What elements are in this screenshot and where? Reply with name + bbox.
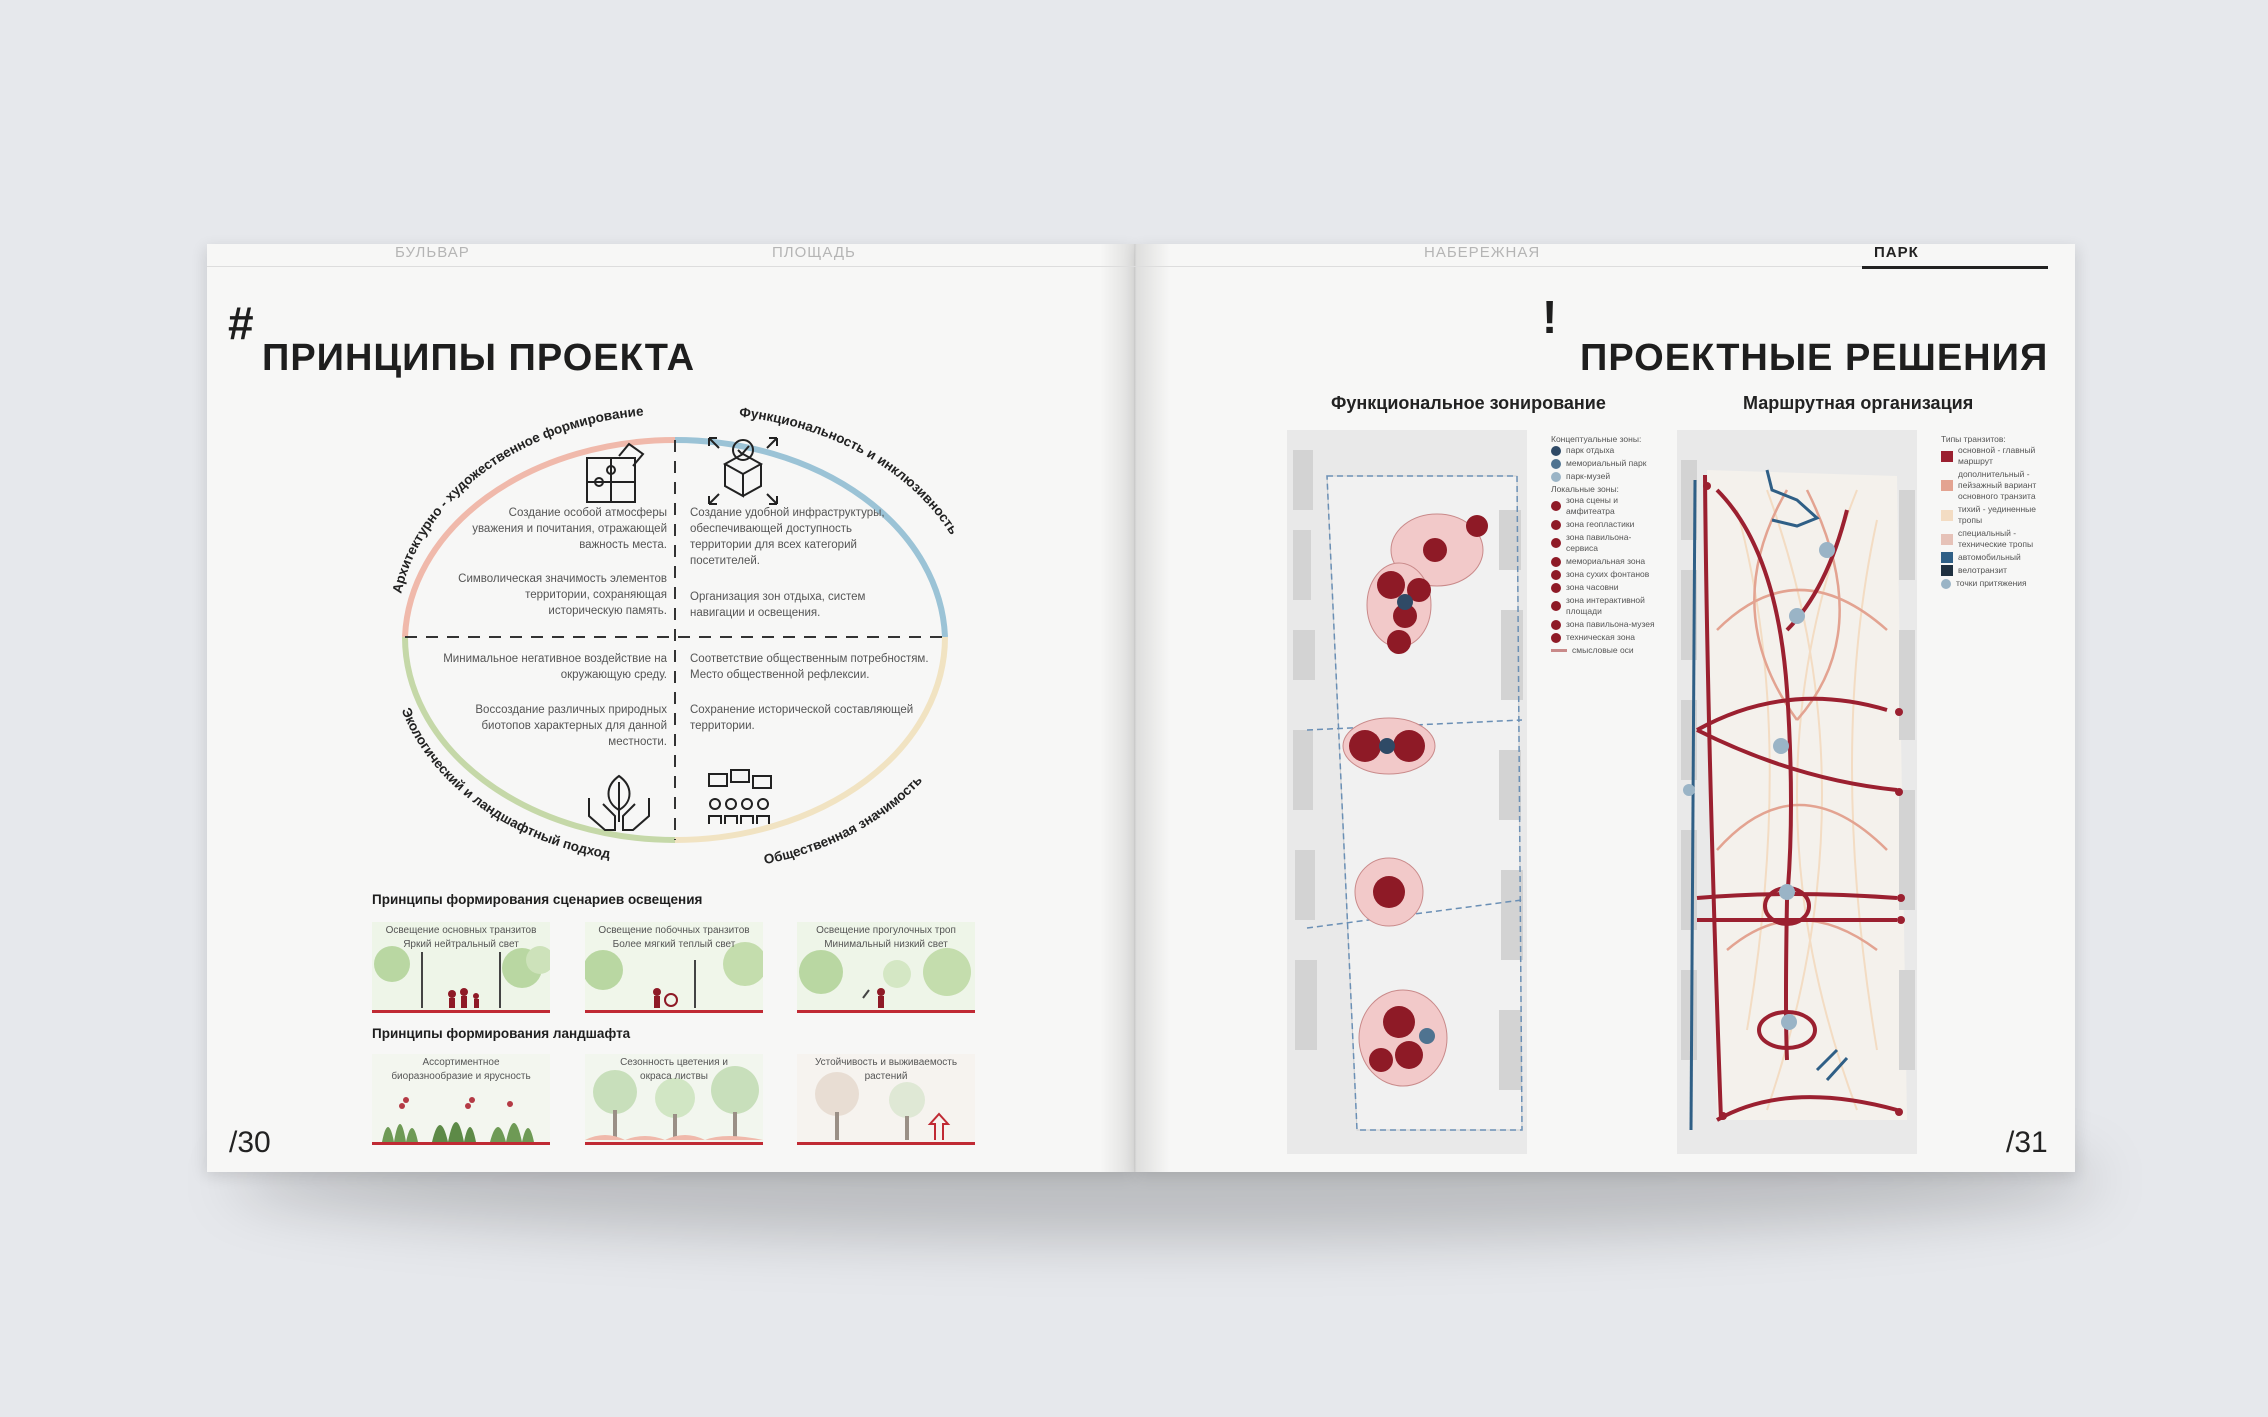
routes-title: Маршрутная организация	[1743, 393, 1974, 413]
quiet-route-label: тихий - уединенные тропы	[1958, 504, 2036, 525]
scene-icon	[1551, 501, 1561, 511]
attraction-point-swatch	[1941, 579, 1951, 589]
text-social-1: Соответствие общественным потребностям. Место общественной рефлексии.	[690, 653, 929, 681]
text-functionality-1: Создание удобной инфраструктуры, обеспечивающей доступность территории для всех категорий посетителей.	[690, 507, 885, 567]
transit-types-header: Типы транзитов:	[1941, 434, 2006, 444]
page-title-left: ПРИНЦИПЫ ПРОЕКТА	[262, 337, 696, 379]
car-route-label: автомобильный	[1958, 552, 2021, 562]
fountain-icon	[1551, 570, 1561, 580]
landscape-tile-biodiversity	[372, 1054, 550, 1145]
arc-label-architecture: Архитектурно - художественное формирование	[389, 403, 645, 595]
attraction-point-label: точки притяжения	[1956, 578, 2027, 588]
lighting-tile-secondary	[585, 922, 763, 1013]
routes-map	[1677, 430, 1917, 1154]
principles-diagram	[370, 400, 980, 880]
arc-label-ecology: Экологический и ландшафтный подход	[398, 705, 612, 862]
tab-square[interactable]: ПЛОЩАДЬ	[772, 244, 856, 261]
lighting-paths-line1: Освещение прогулочных троп	[816, 925, 956, 936]
text-social-2: Сохранение исторической составляющей территории.	[690, 704, 914, 732]
landscape-header: Принципы формирования ландшафта	[372, 1026, 631, 1041]
local-zone-label: зона геопластики	[1566, 519, 1635, 529]
text-architecture-1: Создание особой атмосферы уважения и почитания, отражающей важность места.	[472, 507, 667, 551]
text-ecology-1: Минимальное негативное воздействие на окружающую среду.	[443, 653, 667, 681]
lighting-tile-main	[372, 922, 550, 1013]
landscape-biodiversity-line1: Ассортиментное	[422, 1057, 500, 1068]
technical-zone-icon	[1551, 633, 1561, 643]
people-chat-icon	[709, 770, 771, 824]
zone-rest-swatch	[1551, 446, 1561, 456]
local-zone-label: зона павильона-сервиса	[1566, 532, 1632, 553]
zoning-legend	[1551, 434, 1659, 658]
main-route-swatch	[1941, 451, 1953, 462]
local-zone-label: зона часовни	[1566, 582, 1619, 592]
zoning-title: Функциональное зонирование	[1331, 393, 1606, 413]
axes-swatch	[1551, 649, 1567, 652]
quiet-route-swatch	[1941, 510, 1953, 521]
lighting-main-line2: Яркий нейтральный свет	[403, 939, 519, 950]
bike-route-label: велотранзит	[1958, 565, 2008, 575]
museum-pavilion-icon	[1551, 620, 1561, 630]
active-tab-underline	[1862, 266, 2048, 269]
local-zone-label: зона сухих фонтанов	[1566, 569, 1650, 579]
technical-route-swatch	[1941, 534, 1953, 545]
zone-museum-swatch	[1551, 472, 1561, 482]
tab-boulevard[interactable]: БУЛЬВАР	[395, 244, 470, 261]
local-zones-header: Локальные зоны:	[1551, 484, 1619, 494]
zone-memorial-swatch	[1551, 459, 1561, 469]
geoplastic-icon	[1551, 520, 1561, 530]
tab-park[interactable]: ПАРК	[1874, 244, 1919, 261]
scenic-route-swatch	[1941, 480, 1953, 491]
bike-route-swatch	[1941, 565, 1953, 576]
tab-embankment[interactable]: НАБЕРЕЖНАЯ	[1424, 244, 1541, 261]
landscape-tile-seasonality	[585, 1054, 763, 1145]
lighting-main-line1: Освещение основных транзитов	[385, 925, 537, 936]
text-functionality-2: Организация зон отдыха, систем навигации и освещения.	[690, 591, 866, 619]
page-title-right: ПРОЕКТНЫЕ РЕШЕНИЯ	[1580, 337, 2049, 379]
local-zone-label: техническая зона	[1566, 632, 1635, 642]
zone-museum-label: парк-музей	[1566, 471, 1611, 481]
technical-route-label: специальный - технические тропы	[1958, 528, 2034, 549]
page-number-right: /31	[2006, 1126, 2048, 1159]
hands-leaf-icon	[589, 776, 649, 830]
lighting-paths-line2: Минимальный низкий свет	[824, 939, 948, 950]
lighting-secondary-line1: Освещение побочных транзитов	[598, 925, 750, 936]
service-pavilion-icon	[1551, 538, 1561, 548]
main-route-label: основной - главный маршрут	[1958, 445, 2036, 466]
lighting-tile-paths	[797, 922, 975, 1013]
landscape-tile-resilience	[797, 1054, 975, 1145]
lighting-secondary-line2: Более мягкий теплый свет	[612, 939, 736, 950]
zone-rest-label: парк отдыха	[1566, 445, 1615, 455]
zone-memorial-label: мемориальный парк	[1566, 458, 1647, 468]
puzzle-icon	[587, 444, 643, 502]
arc-label-functionality: Функциональность и инклюзивность	[738, 404, 962, 538]
landscape-seasonality-line2: окраса листвы	[640, 1071, 708, 1082]
scenic-route-label: дополнительный - пейзажный вариант основного транзита	[1958, 469, 2037, 501]
exclamation-mark: !	[1542, 291, 1558, 343]
landscape-biodiversity-line2: биоразнообразие и ярусность	[391, 1071, 531, 1082]
arc-label-social: Общественная значимость	[762, 772, 925, 868]
lighting-header: Принципы формирования сценариев освещения	[372, 892, 703, 907]
axes-label: смысловые оси	[1572, 645, 1634, 655]
memorial-icon	[1551, 557, 1561, 567]
landscape-resilience-line2: растений	[864, 1071, 908, 1082]
header-rule	[207, 266, 1862, 267]
book-gutter	[1100, 244, 1170, 1172]
local-zone-label: зона сцены и амфитеатра	[1566, 495, 1618, 516]
routes-legend	[1941, 434, 2049, 591]
zoning-map	[1287, 430, 1527, 1154]
local-zone-label: мемориальная зона	[1566, 556, 1646, 566]
right-page	[1135, 244, 2075, 1172]
text-architecture-2: Символическая значимость элементов территории, сохраняющая историческую память.	[458, 573, 667, 617]
local-zone-label: зона павильона-музея	[1566, 619, 1655, 629]
landscape-resilience-line1: Устойчивость и выживаемость	[814, 1057, 958, 1068]
landscape-seasonality-line1: Сезонность цветения и	[620, 1057, 728, 1068]
hash-mark: #	[228, 297, 254, 349]
interactive-square-icon	[1551, 601, 1561, 611]
page-number-left: /30	[229, 1126, 271, 1159]
concept-zones-header: Концептуальные зоны:	[1551, 434, 1642, 444]
local-zone-label: зона интерактивной площади	[1566, 595, 1645, 616]
text-ecology-2: Воссоздание различных природных биотопов характерных для данной местности.	[475, 704, 667, 748]
chapel-icon	[1551, 583, 1561, 593]
car-route-swatch	[1941, 552, 1953, 563]
